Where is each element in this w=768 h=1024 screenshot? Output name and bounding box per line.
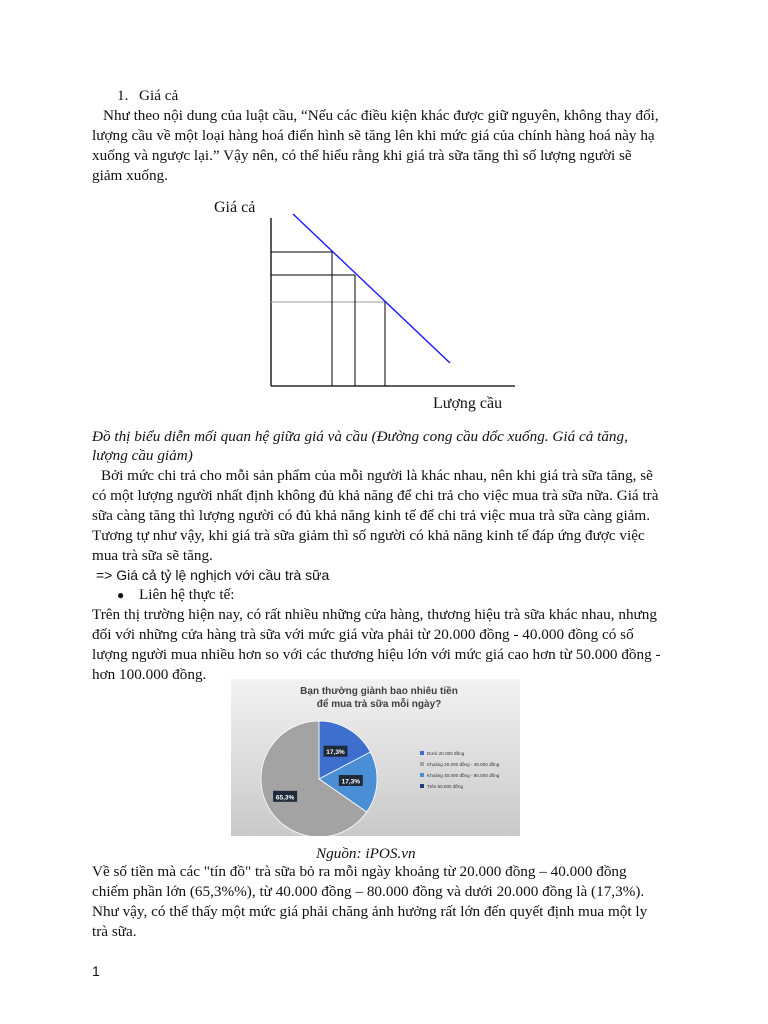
- closing-line-1: Về số tiền mà các "tín đồ" trà sữa bỏ ra mỗi ngày khoảng từ 20.000 đồng – 40.000 đồng: [92, 863, 627, 880]
- x-axis-label: Lượng cầu: [433, 395, 503, 412]
- figure-caption-line-2: lượng cầu giảm): [92, 447, 193, 464]
- bullet-symbol: ●: [117, 588, 125, 602]
- market-line-1: Trên thị trường hiện nay, có rất nhiều những cửa hàng, thương hiệu trà sữa khác nhau, nhưng: [92, 606, 657, 623]
- closing-line-4: trà sữa.: [92, 923, 137, 940]
- source-caption: Nguồn: iPOS.vn: [316, 845, 416, 862]
- intro-line-1: Như theo nội dung của luật cầu, “Nếu các điều kiện khác được giữ nguyên, không thay đổi,: [103, 107, 659, 124]
- pie-chart-figure: [231, 679, 520, 836]
- section-title: Giá cả: [139, 87, 179, 104]
- legend-entry: Dưới 20.000 đồng: [427, 751, 465, 756]
- legend-swatch: [420, 784, 424, 788]
- intro-line-3: xuống và ngược lại.” Vậy nên, có thể hiểu rằng khi giá trà sữa tăng thì số lượng người sẽ: [92, 147, 632, 164]
- body-line-2: có một lượng người nhất định không đủ khả năng để chi trả cho việc mua trà sữa nữa. Giá trà: [92, 487, 659, 504]
- pie-title-line-2: để mua trà sữa mỗi ngày?: [316, 699, 442, 710]
- bullet-text: Liên hệ thực tế:: [139, 586, 235, 603]
- conclusion-line: => Giá cả tỷ lệ nghịch với cầu trà sữa: [96, 567, 330, 583]
- pie-title-line-1: Bạn thường giành bao nhiêu tiền: [300, 686, 458, 697]
- market-line-4: hơn 100.000 đồng.: [92, 666, 207, 683]
- intro-line-4: giảm xuống.: [92, 167, 168, 184]
- body-line-1: Bởi mức chi trả cho mỗi sản phẩm của mỗi người là khác nhau, nên khi giá trà sữa tăng, sẽ: [101, 467, 653, 484]
- intro-line-2: lượng cầu về một loại hàng hoá điển hình sẽ tăng lên khi mức giá của chính hàng hoá này hạ: [92, 127, 655, 144]
- pie-data-label: 17,3%: [341, 778, 361, 786]
- legend-entry: Trên 80.000 đồng: [427, 784, 464, 789]
- closing-line-2: chiếm phần lớn (65,3%%), từ 40.000 đồng – 80.000 đồng và dưới 20.000 đồng là (17,3%).: [92, 883, 645, 900]
- legend-entry: Khoảng 40.000 đồng - 80.000 đồng: [427, 773, 500, 778]
- market-line-3: lượng người mua nhiều hơn so với các thương hiệu lớn với mức giá cao hơn từ 50.000 đồng -: [92, 646, 661, 663]
- figure-caption-line-1: Đồ thị biểu diễn mối quan hệ giữa giá và cầu (Đường cong cầu dốc xuống. Giá cả tăng,: [92, 428, 628, 445]
- pie-data-label: 65,3%: [275, 794, 295, 802]
- closing-line-3: Như vậy, có thể thấy một mức giá phải chăng ảnh hưởng rất lớn đến quyết định mua một ly: [92, 903, 648, 920]
- body-line-3: sữa càng tăng thì lượng người có đủ khả năng kinh tế để chi trả việc mua trà sữa càng giảm.: [92, 507, 651, 524]
- body-line-5: mua trà sữa sẽ tăng.: [92, 547, 213, 564]
- legend-swatch: [420, 773, 424, 777]
- legend-swatch: [420, 762, 424, 766]
- legend-entry: Khoảng 20.000 đồng - 40.000 đồng: [427, 762, 500, 767]
- page-number: 1: [92, 963, 100, 979]
- section-number: 1.: [117, 87, 129, 104]
- body-line-4: Tương tự như vậy, khi giá trà sữa giảm thì số người có khả năng kinh tế đáp ứng được việc: [92, 527, 645, 544]
- legend-swatch: [420, 751, 424, 755]
- market-line-2: đối với những cửa hàng trà sữa với mức giá vừa phải từ 20.000 đồng - 40.000 đồng có số: [92, 626, 634, 643]
- pie-data-label: 17,3%: [326, 749, 345, 757]
- y-axis-label: Giá cả: [214, 199, 256, 216]
- figure-background: [205, 188, 529, 418]
- demand-curve-figure: [205, 188, 529, 418]
